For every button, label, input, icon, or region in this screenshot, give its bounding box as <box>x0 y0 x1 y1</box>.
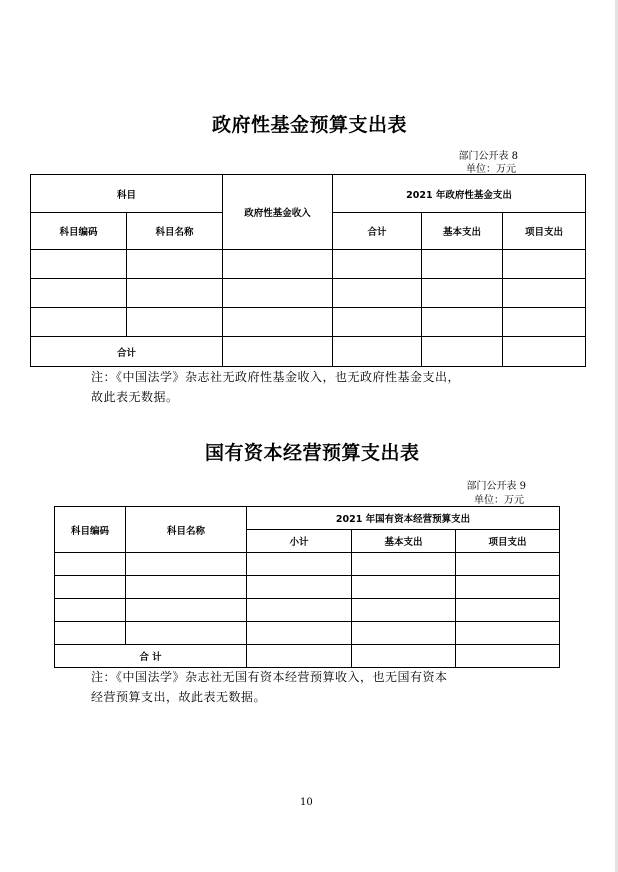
col-basic-expenditure: 基本支出 <box>422 213 503 250</box>
table1-unit: 单位：万元 <box>466 164 516 175</box>
header-subject: 科目 <box>31 175 223 213</box>
header-year-expenditure: 2021 年国有资本经营预算支出 <box>247 507 560 530</box>
col-basic-expenditure: 基本支出 <box>352 530 456 553</box>
col-subject-code: 科目编码 <box>55 507 126 553</box>
table-cell <box>333 308 422 337</box>
table-cell <box>55 576 126 599</box>
table-cell <box>223 250 333 279</box>
table-row <box>31 279 586 308</box>
table1-title: 政府性基金预算支出表 <box>212 114 408 136</box>
table2-title: 国有资本经营预算支出表 <box>205 442 420 464</box>
table2-form-no: 部门公开表 9 <box>466 481 526 492</box>
table2-note-line1: 注：《中国法学》杂志社无国有资本经营预算收入，也无国有资本 <box>91 670 448 684</box>
government-fund-table <box>30 174 586 367</box>
table1-note-line2: 故此表无数据。 <box>91 390 179 404</box>
table-cell <box>503 250 586 279</box>
table-row <box>55 622 560 645</box>
col-subject-name: 科目名称 <box>127 213 223 250</box>
table-cell <box>126 553 247 576</box>
table-cell <box>247 622 352 645</box>
table-cell <box>456 599 560 622</box>
table-cell <box>223 308 333 337</box>
table-cell <box>31 308 127 337</box>
table-cell <box>247 599 352 622</box>
table-cell <box>352 576 456 599</box>
table-cell <box>223 279 333 308</box>
table-row <box>55 599 560 622</box>
table-cell <box>55 599 126 622</box>
table-cell <box>31 250 127 279</box>
table-cell <box>127 279 223 308</box>
table-row <box>31 250 586 279</box>
table-cell <box>333 250 422 279</box>
table2-unit: 单位：万元 <box>474 495 524 506</box>
table-cell <box>456 576 560 599</box>
table-cell <box>126 576 247 599</box>
table-row <box>55 576 560 599</box>
total-label: 合计 <box>31 337 223 367</box>
table-cell <box>352 645 456 668</box>
table-cell <box>503 308 586 337</box>
table2-note-line2: 经营预算支出，故此表无数据。 <box>91 690 267 704</box>
table-cell <box>31 279 127 308</box>
table-cell <box>126 622 247 645</box>
table-cell <box>247 576 352 599</box>
header-fund-income: 政府性基金收入 <box>223 175 333 250</box>
table-cell <box>422 337 503 367</box>
col-project-expenditure: 项目支出 <box>456 530 560 553</box>
table1-note-line1: 注：《中国法学》杂志社无政府性基金收入，也无政府性基金支出， <box>91 370 461 384</box>
table-cell <box>422 308 503 337</box>
table-cell <box>55 622 126 645</box>
total-row <box>55 645 560 668</box>
col-subject-code: 科目编码 <box>31 213 127 250</box>
table-cell <box>247 553 352 576</box>
table-cell <box>456 645 560 668</box>
table-row <box>55 553 560 576</box>
table-cell <box>55 553 126 576</box>
table-cell <box>127 250 223 279</box>
table-cell <box>126 599 247 622</box>
col-project-expenditure: 项目支出 <box>503 213 586 250</box>
table-cell <box>352 599 456 622</box>
table-cell <box>456 622 560 645</box>
table-row <box>31 308 586 337</box>
col-subject-name: 科目名称 <box>126 507 247 553</box>
table-cell <box>456 553 560 576</box>
table-cell <box>247 645 352 668</box>
table-cell <box>503 279 586 308</box>
total-row <box>31 337 586 367</box>
col-total: 合计 <box>333 213 422 250</box>
total-label: 合 计 <box>55 645 247 668</box>
table-cell <box>127 308 223 337</box>
table-cell <box>333 279 422 308</box>
table-cell <box>223 337 333 367</box>
table-cell <box>422 279 503 308</box>
state-capital-table <box>54 506 560 668</box>
page-number: 10 <box>300 797 313 808</box>
col-subtotal: 小计 <box>247 530 352 553</box>
table-cell <box>422 250 503 279</box>
table-cell <box>352 553 456 576</box>
table1-form-no: 部门公开表 8 <box>458 151 518 162</box>
table-cell <box>333 337 422 367</box>
table-cell <box>352 622 456 645</box>
table-cell <box>503 337 586 367</box>
header-year-expenditure: 2021 年政府性基金支出 <box>333 175 586 213</box>
